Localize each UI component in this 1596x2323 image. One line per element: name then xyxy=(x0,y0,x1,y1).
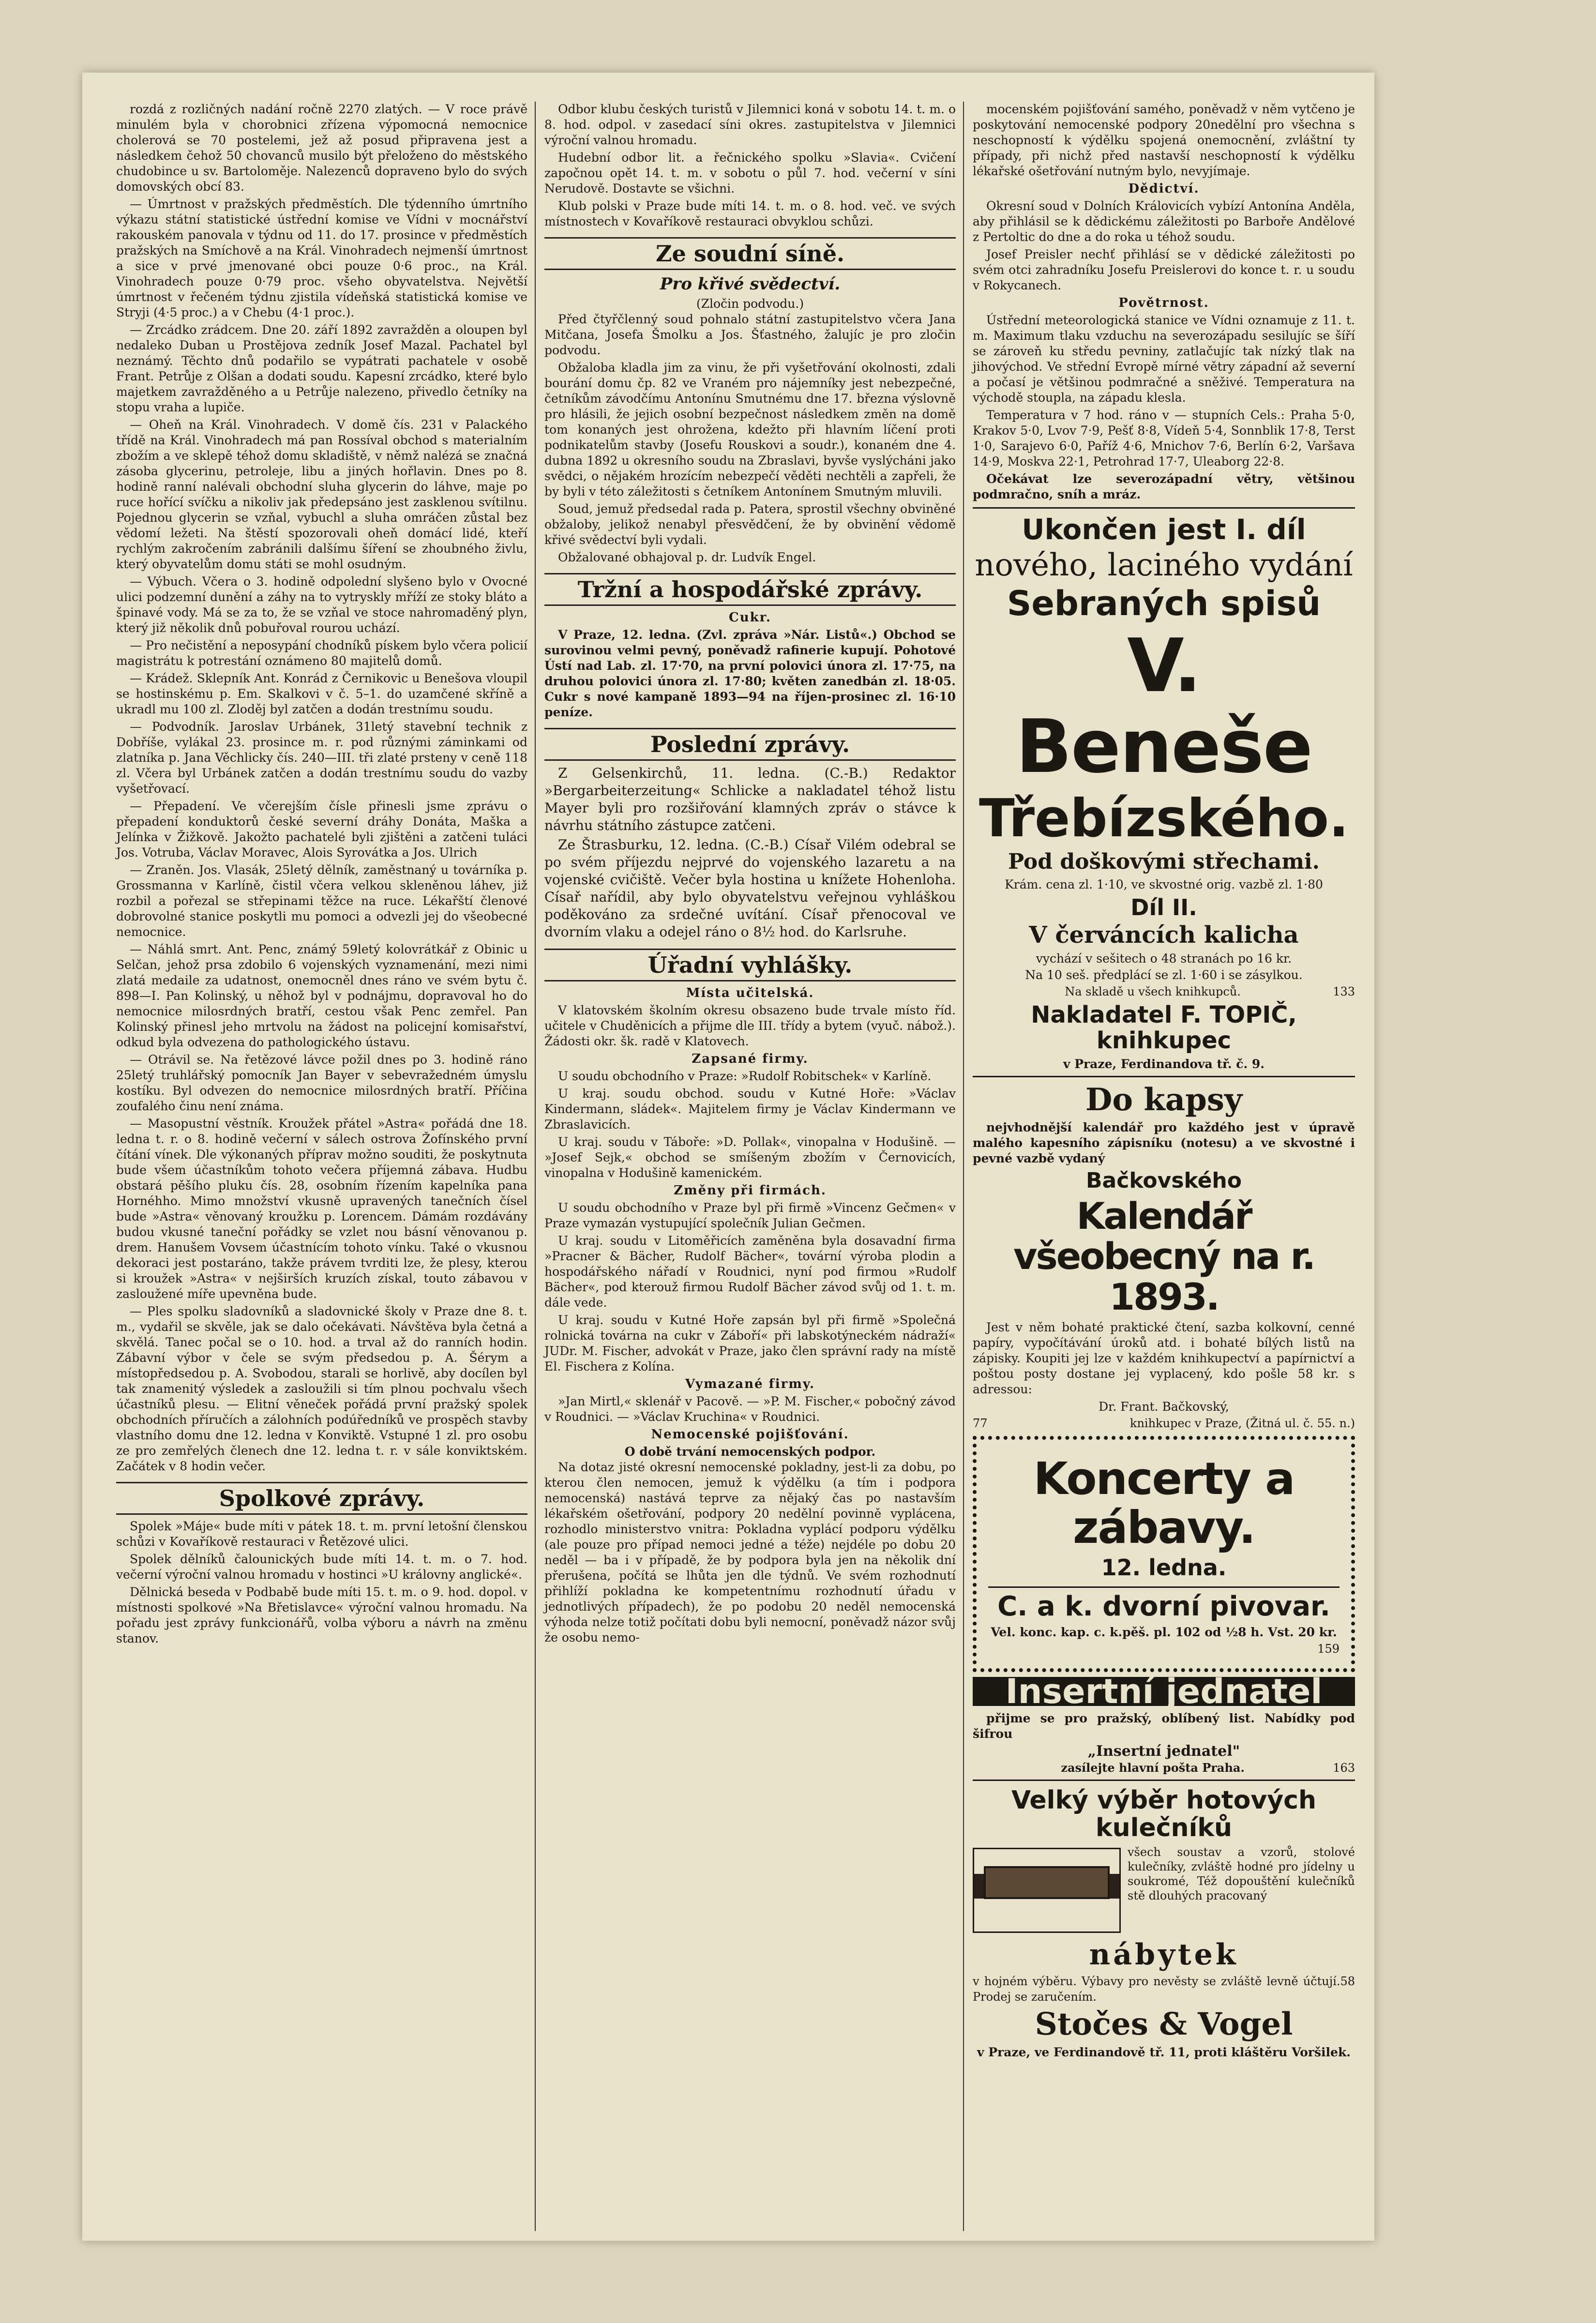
paragraph: Očekávat lze severozápadní větry, většinou podmračno, sníh a mráz. xyxy=(973,472,1355,501)
subheading-note: (Zločin podvodu.) xyxy=(696,297,804,311)
subheading-note: O době trvání nemocenských podpor. xyxy=(624,1445,876,1459)
paragraph: V klatovském školním okresu obsazeno bude trvale místo říd. učitele v Chuděnicích a přijme dle III. třídy a bytem (vyuč. nábož.). Žádosti okr. šk. radě v Klatovech. xyxy=(544,1003,956,1048)
ad-line: Nakladatel F. TOPIČ, knihkupec xyxy=(1031,1001,1297,1054)
paragraph: U kraj. soudu v Táboře: »D. Pollak«, vinopalna v Hodušině. — »Josef Sejk,« obchod se smíšeným zbožím v Černovicích, vinopalna v Hodušině kamenickém. xyxy=(544,1135,956,1180)
advertisement-insertni xyxy=(973,1671,1355,1776)
ad-line: Sebraných spisů xyxy=(1007,584,1321,624)
ad-line: v hojném výběru. Výbavy pro nevěsty se zvláště levně účtují. Prodej se zaručením. xyxy=(973,1975,1340,2004)
paragraph: — Zrcádko zrádcem. Dne 20. září 1892 zavražděn a oloupen byl nedaleko Duban u Prostějova zedník Josef Mazal. Pachatel byl neznámý. Těchto dnů podařilo se vypátrati pachatele v osobě Frant. Petrůje z Olšan a dodati soudu. Kapesní zrcádko, které bylo majetkem zavražděného a u Petrůje nalezeno, přivedlo četníky na stopu vraha a lupiče. xyxy=(116,323,527,414)
ad-line: Pod doškovými střechami. xyxy=(1008,849,1320,875)
column-divider xyxy=(535,102,536,2231)
paragraph: Obžalované obhajoval p. dr. Ludvík Engel. xyxy=(558,550,816,564)
col1-news xyxy=(116,102,527,1474)
paragraph: Před čtyřčlenný soud pohnalo státní zastupitelstvo včera Jana Mitčana, Josefa Šmolku a Jos. Šťastného, žalujíc je pro zločin podvodu. xyxy=(544,312,956,357)
ad-line: Dr. Frant. Bačkovský, xyxy=(1099,1400,1229,1414)
ad-text: Jest v něm bohaté praktické čtení, sazba kolkovní, cenné papíry, vypočítávání úroků atd. i bohaté bílých listů na zápisky. Koupiti jej lze v každém knihkupectví a papírnictví a poštou posty dostane jej vyplacený, kdo pošle 58 kr. s adressou: xyxy=(973,1320,1355,1397)
paragraph: — Podvodník. Jaroslav Urbánek, 31letý stavební technik z Dobříše, vylákal 23. prosince m. r. pod různými záminkami od zlatníka p. Jana Věchlicky čís. 240—III. tři zlaté prsteny v ceně 118 zl. Včera byl Urbánek zatčen a dodán trestnímu soudu do vazby vyšetřovací. xyxy=(116,720,527,796)
ad-headline: Insertní jednatel xyxy=(973,1677,1355,1706)
ad-text: přijme se pro pražský, oblíbený list. Nabídky pod šifrou xyxy=(973,1711,1355,1741)
ad-line: 12. ledna. xyxy=(1101,1554,1227,1581)
section-heading-trzni: Tržní a hospodářské zprávy. xyxy=(544,573,956,606)
subheading: Povětrnost. xyxy=(1118,296,1209,310)
section-heading-uredni: Úřadní vyhlášky. xyxy=(544,949,956,981)
paragraph: — Krádež. Sklepník Ant. Konrád z Černikovic u Benešova vloupil se hostinskému p. Em. Skalkovi v č. 5–1. do uzamčené skříně a ukradl mu 100 zl. Zloděj byl zatčen a dodán trestnímu soudu. xyxy=(116,671,527,716)
billiard-table-icon xyxy=(973,1848,1121,1933)
ad-number: 77 xyxy=(973,1417,988,1431)
paragraph: Z Gelsenkirchů, 11. ledna. (C.-B.) Redaktor »Bergarbeiterzeitung« Schlicke a nakladatel téhož listu Mayer byli pro rozšiřování klamných zpráv o stávce k návrhu státního zástupce zatčeni. xyxy=(544,765,956,833)
paragraph: — Otrávil se. Na řetězové lávce požil dnes po 3. hodině ráno 25letý truhlářský pomocník Jan Bayer v sebevražedném úmyslu kostíku. Byl odvezen do nemocnice milosrdných bratří. Příčina zoufalého činu není známa. xyxy=(116,1053,527,1113)
ad-headline: Třebízského. xyxy=(979,788,1349,849)
section-heading-spolkove: Spolkové zprávy. xyxy=(116,1482,527,1515)
ad-number: 58 xyxy=(1340,1975,1355,1989)
ad-line: Na 10 seš. předplácí se zl. 1·60 i se zásylkou. xyxy=(1025,968,1303,982)
section-heading-posledni: Poslední zprávy. xyxy=(544,728,956,761)
ad-line: „Insertní jednatel" xyxy=(1087,1742,1240,1760)
advertisement-koncerty xyxy=(973,1436,1355,1672)
ad-row xyxy=(973,1760,1355,1776)
paragraph: Hudební odbor lit. a řečnického spolku »Slavia«. Cvičení započnou opět 14. t. m. v sobotu o půl 7. hod. večerní v síni Nerudově. Dostavte se všichni. xyxy=(544,151,956,196)
paragraph: Josef Preisler nechť přihlásí se v dědické záležitosti po svém otci zahradníku Josefu Preislerovi do konce t. r. u soudu v Rokycanech. xyxy=(973,247,1355,292)
ad-headline: Do kapsy xyxy=(1085,1081,1243,1118)
ad-line: v Praze, ve Ferdinandově tř. 11, proti kláštěru Voršilek. xyxy=(977,2045,1351,2059)
column-2 xyxy=(544,102,956,1647)
paragraph: — Výbuch. Včera o 3. hodině odpolední slyšeno bylo v Ovocné ulici podzemní dunění a záhy na to vytryskly mříží ze stoky bláto a špinavé vody. Má se za to, že se vzňal ve stoce nahromaděný plyn, který již několik dnů pobuřoval rourou uchází. xyxy=(116,574,527,635)
paragraph: — Oheň na Král. Vinohradech. V domě čís. 231 v Palackého třídě na Král. Vinohradech má pan Rossíval obchod s materialním zbožím a ve sklepě téhož domu skladiště, v němž nalézá se značná zásoba glycerinu, petroleje, libu a jiných hořlavin. Dnes po 8. hodině ranní nalévali obchodní sluha glycerin do láhve, maje po ruce hořící svíčku a nikoliv jak předepsáno jest zasklenou svítilnu. Pojednou glycerin se vzňal, vybuchl a sluha omráčen zůstal bez vědomí ležeti. Na štěstí spozorovali oheň domácí lidé, kteří rychlým zakročením zabránili dalšímu šíření se zhoubného živlu, který obyvatelům domu státi se mohl osudným. xyxy=(116,418,527,571)
ad-line: nábytek xyxy=(1089,1938,1239,1972)
column-3 xyxy=(973,102,1355,2061)
ad-row xyxy=(973,1974,1355,2005)
ad-number: 159 xyxy=(1317,1642,1340,1656)
subheading: Pro křivé svědectví. xyxy=(660,274,841,294)
paragraph: Ústřední meteorologická stanice ve Vídni oznamuje z 11. t. m. Maximum tlaku vzduchu na severozápadu sesilujíc se šíří se zároveň ku středu pevniny, zatlačujíc tak nízký tlak na jihovýchod. Ve střední Evropě mírné větry západní až severní a počasí je většinou podmračné a sněživé. Temperatura na východě stoupla, na západu klesla. xyxy=(973,313,1355,405)
paragraph: »Jan Mirtl,« sklenář v Pacově. — »P. M. Fischer,« pobočný závod v Roudnici. — »Václav Kruchina« v Roudnici. xyxy=(544,1394,956,1424)
advertisement-kalendar xyxy=(973,1076,1355,1432)
paragraph: — Přepadení. Ve včerejším čísle přinesli jsme zprávu o přepadení konduktorů české severní dráhy Donáta, Maška a Jelínka v Žižkově. Jakožto pachatelé byli zjištěni a zatčeni tuláci Jos. Votruba, Václav Moravec, Alois Syrovátka a Jos. Ulrich xyxy=(116,799,527,860)
subheading: Dědictví. xyxy=(1128,181,1200,196)
paragraph: U kraj. soudu v Litoměřicích zaměněna byla dosavadní firma »Pracner & Bächer, Rudolf Bächer«, tovární výroba plodin a hospodářského nářadí v Roudnici, nyní pod firmou »Rudolf Bächer«, pod kterouž firmou Rudolf Bächer závod svůj od 1. t. m. dále vede. xyxy=(544,1234,956,1310)
paragraph: Temperatura v 7 hod. ráno v — stupních Cels.: Praha 5·0, Krakov 5·0, Lvov 7·9, Pešť 8·8, Vídeň 5·4, Sonnblik 17·8, Terst 1·0, Sarajevo 6·0, Paříž 4·6, Mnichov 7·6, Berlín 6·2, Varšava 14·9, Moskva 22·1, Petrohrad 17·7, Uleaborg 22·8. xyxy=(973,408,1355,468)
column-divider xyxy=(963,102,964,2231)
paragraph: U kraj. soudu v Kutné Hoře zapsán byl při firmě »Společná rolnická továrna na cukr v Záboří« při labskotýneckém nádraží« JUDr. M. Fischer, advokát v Praze, jako člen správní rady na místě El. Fischera z Kolína. xyxy=(544,1313,956,1373)
paragraph: Obžaloba kladla jim za vinu, že při vyšetřování okolnosti, zdali bourání domu čp. 82 ve Vraném pro nájemníky jest nebezpečné, četníkům závodčímu Antonínu Smutnému dne 17. března výslovně pro hlásili, že jejich osobní bezpečnost následkem změn na domě tom konaných jest ohrožena, kdežto při hlavním líčení proti podnikatelům stavby (Josefu Rouskovi a soudr.), konaném dne 4. dubna 1892 u okresního soudu na Zbraslavi, byvše vyslýcháni jako svědci, o nějakém hrozícím nebezpečí věděti nechtěli a zapřeli, že by byli v této záležitosti s četníkem Antonínem Smutným mluvili. xyxy=(544,361,956,498)
ad-line: Krám. cena zl. 1·10, ve skvostné orig. vazbě zl. 1·80 xyxy=(1005,877,1323,891)
paragraph: U soudu obchodního v Praze: »Rudolf Robitschek« v Karlíně. xyxy=(558,1069,932,1083)
ad-number: 163 xyxy=(1333,1761,1355,1775)
ad-line: Ukončen jest I. díl xyxy=(1022,513,1306,546)
paragraph: — Pro nečistění a neposypání chodníků pískem bylo včera policií magistrátu k potrestání oznámeno 80 majitelů domů. xyxy=(116,638,527,668)
ad-headline: V. Beneše xyxy=(1016,623,1312,790)
ad-line: Na skladě u všech knihkupců. xyxy=(1065,985,1241,999)
ad-headline: Koncerty a zábavy. xyxy=(1033,1453,1295,1554)
ad-line: Vel. konc. kap. c. k.pěš. pl. 102 od ½8 h. Vst. 20 kr. xyxy=(991,1625,1337,1639)
ad-headline: Velký výběr hotových kulečníků xyxy=(1011,1785,1317,1843)
paragraph: U kraj. soudu obchod. soudu v Kutné Hoře: »Václav Kindermann, sládek«. Majitelem firmy je Václav Kindermann ve Zbraslavicích. xyxy=(544,1086,956,1131)
paragraph: Dělnická beseda v Podbabě bude míti 15. t. m. o 9. hod. dopol. v místnosti spolkové »Na Břetislavce« výroční valnou hromadu. Na pořadu jest zprávy funkcionářů, volba výboru a návrh na změnu stanov. xyxy=(116,1585,527,1645)
ad-line: v Praze, Ferdinandova tř. č. 9. xyxy=(1063,1056,1265,1071)
ad-headline: Kalendář všeobecný na r. 1893. xyxy=(1013,1194,1314,1318)
advertisement-benes xyxy=(973,507,1355,1072)
ad-row xyxy=(973,1416,1355,1431)
paragraph: V Praze, 12. ledna. (Zvl. zpráva »Nár. Listů«.) Obchod se surovinou velmi pevný, poněvadž rafinerie kupují. Pohotové Ústí nad Lab. zl. 17·70, na první polovici února zl. 17·75, na druhou polovici února zl. 17·80; květen zanedbán zl. 18·05. Cukr s nové kampaně 1893—94 na říjen-prosinec zl. 16·10 peníze. xyxy=(544,628,956,719)
ad-text: nejvhodnější kalendář pro každého jest v úpravě malého kapesního zápisníku (notesu) a ve skvostné i pevné vazbě vydaný xyxy=(973,1120,1355,1166)
subheading: Nemocenské pojišťování. xyxy=(651,1427,849,1442)
ad-text: všech soustav a vzorů, stolové kulečníky, zvláště hodné pro jídelny u soukromé, Též dopouštění kulečníků stě dlouhých pracovaný xyxy=(1128,1845,1355,1903)
ad-line: nového, laciného vydání xyxy=(975,547,1353,583)
paragraph: Klub polski v Praze bude míti 14. t. m. o 8. hod. več. ve svých místnostech v Kovaříkově restauraci obvyklou schůzi. xyxy=(544,199,956,228)
subheading: Zapsané firmy. xyxy=(692,1052,809,1066)
paragraph: — Zraněn. Jos. Vlasák, 25letý dělník, zaměstnaný u továrníka p. Grossmanna v Karlíně, čistil včera velkou skleněnou láhev, již rozbil a pořezal se střepinami těžce na ruce. Lékařští členové dobrovolné stanice poskytli mu pomoci a odvezli jej do všeobecné nemocnice. xyxy=(116,863,527,939)
paragraph: Na dotaz jisté okresní nemocenské pokladny, jest-li za dobu, po kterou člen nemocen, jemuž k výdělku (a tím i podpora nemocenská) nastává teprve za nějaký čas po nastavším lékařském ošetřování, podpory 20 nedělní povinně vyplácena, rozhodlo ministerstvo vnitra: Pokladna vyplácí podporu výdělku (ale pouze pro případ nemoci jedné a téže) nejdéle po dobu 20 neděl — ba i v případě, že by podpora byla jen na několik dní přerušena, počítá se lhůta jen dle týdnů. Ve svém rozhodnutí přihlíží pokladna ke kompetentnímu rozhodnutí úřadu v jednotlivých případech), že po podobu 20 neděl nemocenská výhoda nelze totiž počítati dobu byli nemocní, poněvadž názor svůj že osobu nemo- xyxy=(544,1460,956,1644)
subheading: Změny při firmách. xyxy=(674,1183,827,1198)
section-heading-soud: Ze soudní síně. xyxy=(544,237,956,270)
paragraph: Spolek dělníků čalounických bude míti 14. t. m. o 7. hod. večerní výroční valnou hromadu v hostinci »U královny anglické«. xyxy=(116,1552,527,1582)
paragraph: — Úmrtnost v pražských předměstích. Dle týdenního úmrtního výkazu státní statistické ústřední komise ve Vídni v mocnářství rakouském panovala v týdnu od 11. do 17. prosince v předměstích pražských na Smíchově a na Král. Vinohradech nejmenší úmrtnost a sice v prvé jmenované obci pouze 0·6 proc., na Král. Vinohradech pouze 0·79 proc. všeho obyvatelstva. Největší úmrtnost v řečeném týdnu zjistila vídeňská statistická komise ve Stryji (4·5 proc.) a v Chebu (4·1 proc.). xyxy=(116,197,527,319)
paragraph: — Ples spolku sladovníků a sladovnické školy v Praze dne 8. t. m., vydařil se skvěle, jak se dalo očekávati. Návštěva byla četná a skvělá. Tanec počal se o 10. hod. a trval až do ranních hodin. Zábavní výbor v čele se svým předsedou p. A. Šérym a místopředsedou p. A. Svobodou, starali se horlivě, aby docílen byl tak znamenitý výsledek a zasloužili si tím plnou pochvalu všech účastníků plesu. — Elitní věneček pořádá první pražský spolek obchodních příručích a zálohních podúředníků ve prospěch stavby vlastního domu dne 12. ledna v Konviktě. Vstupné 1 zl. pro osobu ze pro zemřelých členech dne 12. ledna t. r. v sále konviktském. Začátek v 8 hodin večer. xyxy=(116,1304,527,1473)
subheading: Místa učitelská. xyxy=(686,986,814,1000)
ad-line: zasílejte hlavní pošta Praha. xyxy=(1061,1760,1245,1775)
paragraph: Ze Štrasburku, 12. ledna. (C.-B.) Císař Vilém odebral se po svém příjezdu nejprvé do vojenského lazaretu a na vojenské cvičiště. Večer byla hostina u knížete Hohenloha. Císař nařídil, aby bylo obyvatelstvu veřejnou vyhláškou poděkováno za srdečné uvítání. Císař přenocoval ve dvorním vlaku a odejel ráno o 8½ hod. do Karlsruhe. xyxy=(544,837,956,940)
paragraph: mocenském pojišťování samého, poněvadž v něm vytčeno je poskytování nemocenské podpory 20nedělní pro všechna s neschopností k výdělku spojená onemocnění, zvláštní ty případy, při nichž před nastavší neschopností k výdělku lékařské ošetřování nutným bylo, nevyjímaje. xyxy=(973,102,1355,178)
advertisement-kulecniky xyxy=(973,1780,1355,2060)
ad-line: knihkupec v Praze, (Žitná ul. č. 55. n.) xyxy=(1129,1417,1355,1431)
paragraph: — Masopustní věstník. Kroužek přátel »Astra« pořádá dne 18. ledna t. r. o 8. hodině večerní v sálech ostrova Žofínského první čítání vínek. Dle výkonaných příprav možno souditi, že poskytnuta bude všem účastníkům tohoto večera příjemná zábava. Hudbu obstará pěšího pluku čís. 28, osobním řízením kapelníka pana Hornéhho. Mimo množství vkusně upravených tanečních čísel bude »Astra« věnovaný kroužku p. Lorencem. Dámám rozdávány budou vkusné taneční pořádky se vzlet nou básní věnovanou p. drem. Hanušem Vovsem účastnícím tohoto vínku. Také o vkusnou dekoraci jest postaráno, takže právem tvrditi lze, že plesy, kterou si kroužek »Astra« v nejširších kruzích získal, touto zábavou v zasloužené míře upevněna bude. xyxy=(116,1116,527,1301)
paragraph: Okresní soud v Dolních Královicích vybízí Antonína Anděla, aby přihlásil se k dědickému záležitosti po Barboře Andělové z Pertoltic do dne a do roka u téhož soudu. xyxy=(973,199,1355,244)
paragraph: — Náhlá smrt. Ant. Penc, známý 59letý kolovrátkář z Obinic u Selčan, jehož prsa zdobilo 6 vojenských vyznamenání, mezi nimi zlatá medaile za udatnost, onemocněl dnes ráno ve svém bytu č. 898—I. Pan Kolinský, u něhož byl v podnájmu, dopravoval ho do nemocnice milosrdných bratří, cestou však Penc zemřel. Pan Kolinský přinesl jeho mrtvolu na žádost na policejní komisařství, odkud byla odvezena do pathologického ústavu. xyxy=(116,942,527,1049)
paragraph: Odbor klubu českých turistů v Jilemnici koná v sobotu 14. t. m. o 8. hod. odpol. v zasedací síni okres. zastupitelstva v Jilemnici výroční valnou hromadu. xyxy=(544,102,956,147)
newspaper-page xyxy=(82,73,1374,2241)
paragraph: rozdá z rozličných nadání ročně 2270 zlatých. — V roce právě minulém byla v chorobnici zřízena výpomocná nemocnice cholerová se 70 postelemi, jež až posud připravena jest a následkem čehož 50 chovanců musilo být přeloženo do městského chudobince u sv. Bartoloměje. Nalezenců dopraveno bylo do svých domovských obcí 83. xyxy=(116,102,527,194)
ad-line: Díl II. xyxy=(1130,894,1197,920)
ad-row xyxy=(973,984,1355,999)
ad-headline: Stočes & Vogel xyxy=(1035,2006,1293,2043)
ad-number: 133 xyxy=(1333,985,1355,999)
subheading: Vymazané firmy. xyxy=(685,1377,815,1391)
ad-line: Bačkovského xyxy=(1086,1168,1242,1193)
paragraph: Spolek »Máje« bude míti v pátek 18. t. m. první letošní členskou schůzi v Kovaříkově restauraci v Řetězové ulici. xyxy=(116,1519,527,1549)
paragraph: Soud, jemuž předsedal rada p. Patera, sprostil všechny obviněné obžaloby, jelikož nenabyl přesvědčení, že by obvinění vědomě křivé svědectví byli vydali. xyxy=(544,502,956,547)
ad-line: C. a k. dvorní pivovar. xyxy=(997,1591,1330,1623)
paragraph: U soudu obchodního v Praze byl při firmě »Vincenz Gečmen« v Praze vymazán vystupující společník Julian Gečmen. xyxy=(544,1201,956,1230)
subheading: Cukr. xyxy=(729,610,771,625)
column-1 xyxy=(116,102,527,1648)
ad-line: V červáncích kalicha xyxy=(1029,921,1299,949)
ad-line: vychází v sešitech o 48 stranách po 16 kr. xyxy=(1036,951,1292,966)
